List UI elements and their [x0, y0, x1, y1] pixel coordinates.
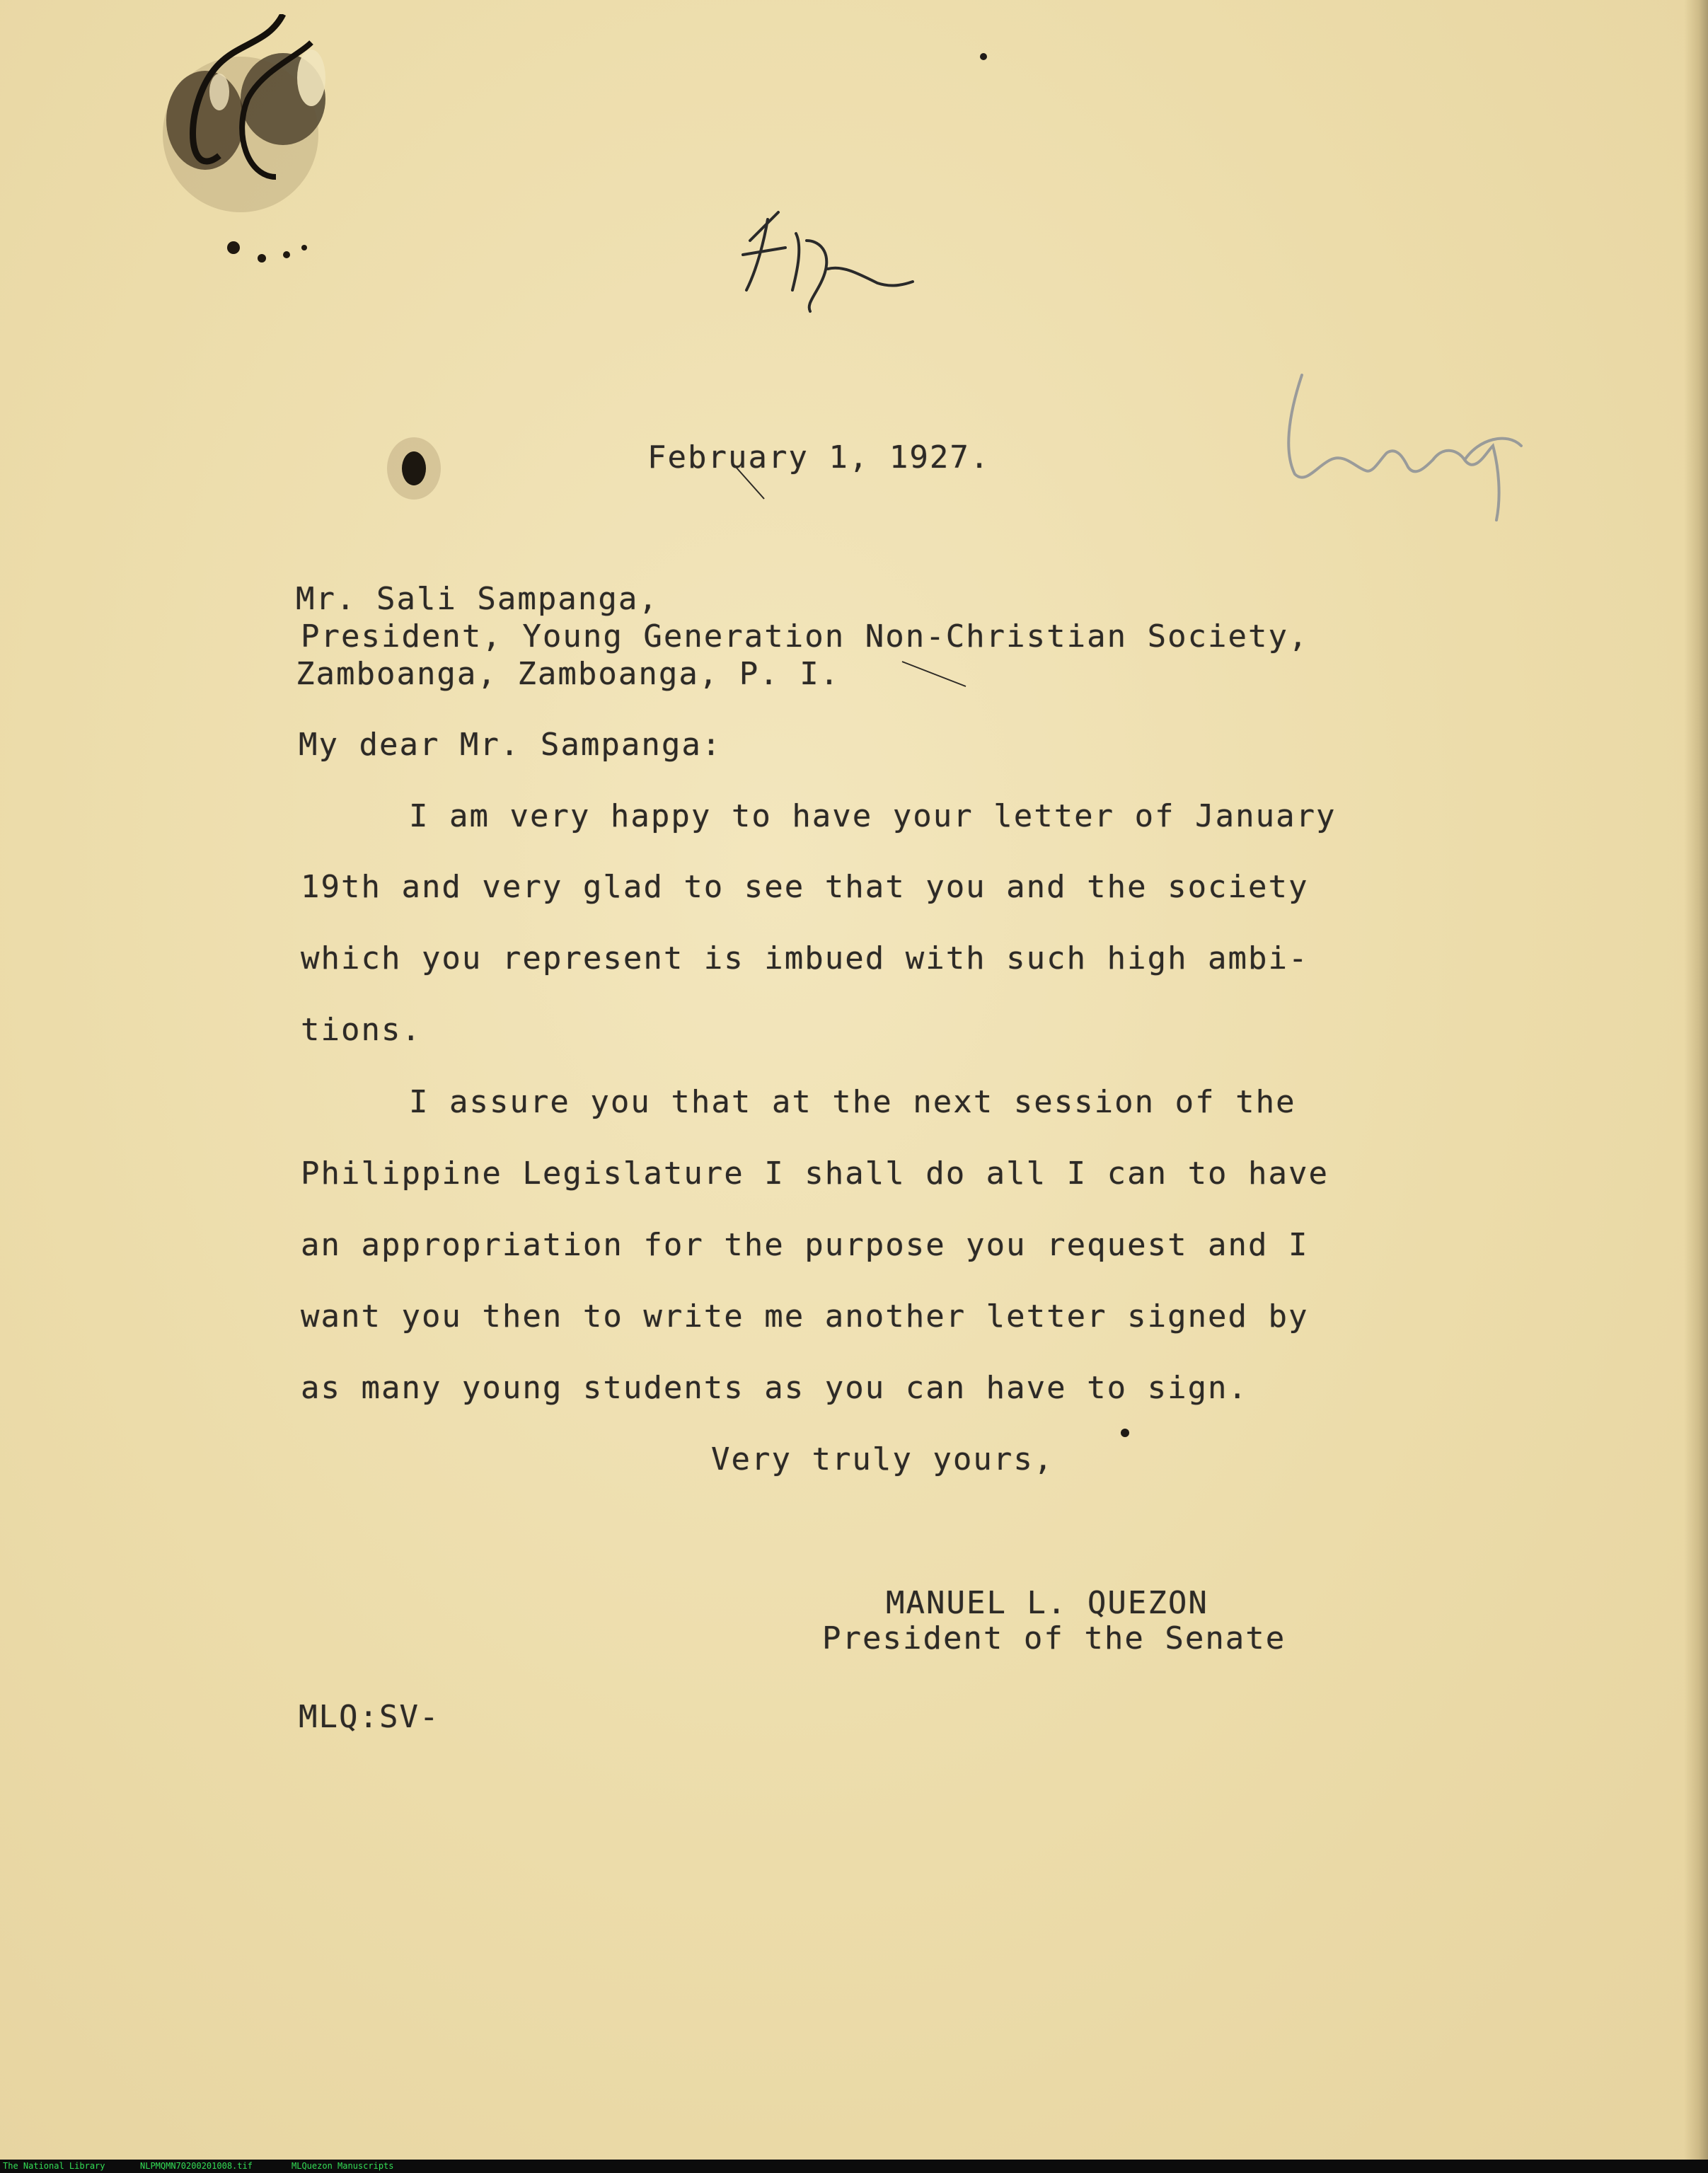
- signer-title: President of the Senate: [822, 1620, 1286, 1656]
- body-line: want you then to write me another letter signed by: [301, 1298, 1309, 1335]
- recipient-name: Mr. Sali Sampanga,: [296, 581, 659, 617]
- footer-filename: NLPMQMN70200201008.tif: [140, 2161, 253, 2171]
- handwritten-annotation-top: [736, 198, 920, 318]
- recipient-title: President, Young Generation Non-Christian Society,: [301, 618, 1309, 655]
- letter-date: February 1, 1927.: [647, 439, 991, 475]
- footer-source: The National Library: [3, 2161, 105, 2171]
- body-line: tions.: [301, 1012, 422, 1048]
- burn-mark-icon: [142, 14, 382, 283]
- page-edge-shadow: [1684, 0, 1708, 2160]
- scan-footer: [0, 2160, 1708, 2173]
- reference-initials: MLQ:SV-: [299, 1699, 440, 1735]
- body-line: which you represent is imbued with such high ambi-: [301, 940, 1309, 976]
- recipient-place: Zamboanga, Zamboanga, P. I.: [296, 656, 841, 692]
- ink-dot-icon: [1118, 1426, 1132, 1440]
- body-line: as many young students as you can have to sign.: [301, 1370, 1249, 1406]
- body-line: I am very happy to have your letter of January: [409, 798, 1337, 834]
- body-line: Philippine Legislature I shall do all I can to have: [301, 1155, 1329, 1192]
- ink-spot-icon: [382, 432, 446, 502]
- closing: Very truly yours,: [711, 1441, 1054, 1477]
- handwritten-annotation-right: [1274, 361, 1535, 531]
- body-line: 19th and very glad to see that you and the society: [301, 869, 1309, 905]
- pen-stroke-decoration: [899, 655, 969, 690]
- signer-name: MANUEL L. QUEZON: [886, 1585, 1208, 1621]
- body-line: an appropriation for the purpose you request and I: [301, 1227, 1309, 1263]
- body-line: I assure you that at the next session of the: [409, 1084, 1296, 1120]
- ink-dot-icon: [976, 50, 991, 64]
- salutation: My dear Mr. Sampanga:: [299, 727, 722, 763]
- footer-collection: MLQuezon Manuscripts: [292, 2161, 394, 2171]
